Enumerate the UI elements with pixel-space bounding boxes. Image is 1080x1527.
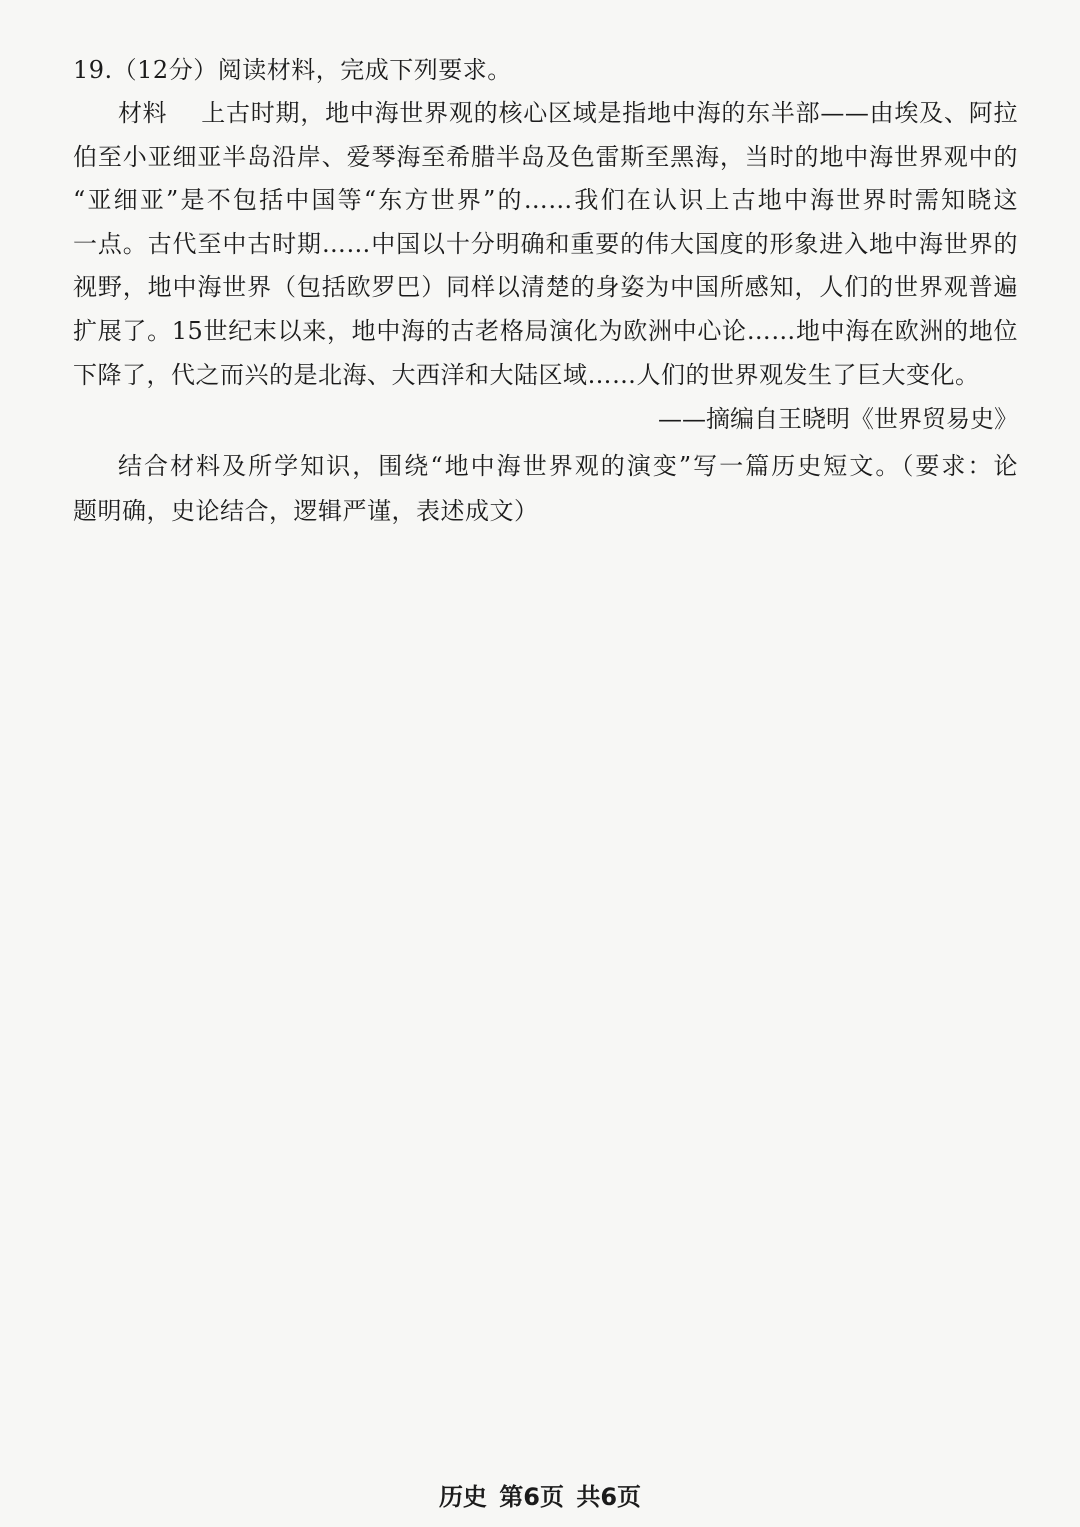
material-source: ——摘编自王晓明《世界贸易史》 [658, 405, 1018, 433]
material-line-1-text: 上古时期，地中海世界观的核心区域是指地中海的东半部——由埃及、阿拉 [201, 99, 1018, 127]
material-line-4: 一点。古代至中古时期……中国以十分明确和重要的伟大国度的形象进入地中海世界的 [73, 230, 1018, 258]
material-line-6: 扩展了。15世纪末以来，地中海的古老格局演化为欧洲中心论……地中海在欧洲的地位 [73, 317, 1018, 345]
material-line-2: 伯至小亚细亚半岛沿岸、爱琴海至希腊半岛及色雷斯至黑海，当时的地中海世界观中的 [73, 143, 1018, 171]
material-label: 材料 [118, 99, 167, 127]
task-line-2: 题明确，史论结合，逻辑严谨，表述成文） [73, 497, 539, 525]
material-line-1 [118, 98, 1018, 128]
question-heading: 19.（12分）阅读材料，完成下列要求。 [73, 56, 512, 84]
material-line-5: 视野，地中海世界（包括欧罗巴）同样以清楚的身姿为中国所感知，人们的世界观普遍 [73, 273, 1018, 301]
task-line-1: 结合材料及所学知识，围绕“地中海世界观的演变”写一篇历史短文。（要求：论 [118, 452, 1018, 480]
material-line-7: 下降了，代之而兴的是北海、大西洋和大陆区域……人们的世界观发生了巨大变化。 [73, 361, 980, 389]
page-footer: 历史 第6页 共6页 [438, 1483, 642, 1511]
material-line-3: “亚细亚”是不包括中国等“东方世界”的……我们在认识上古地中海世界时需知晓这 [73, 186, 1018, 214]
